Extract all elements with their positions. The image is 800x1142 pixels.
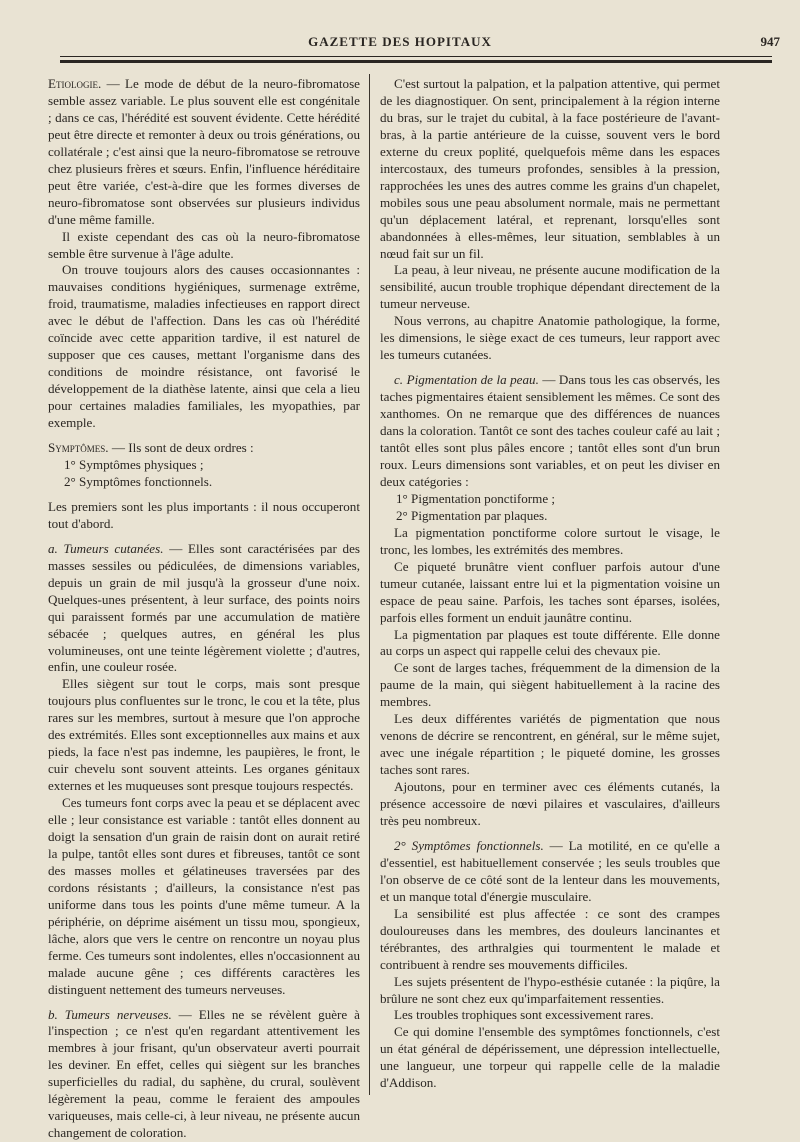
- page-number: 947: [760, 34, 780, 49]
- page-header: [0, 34, 800, 54]
- paragraph: On trouve toujours alors des causes occasionnantes : mauvaises conditions hygiéniques, surmenage extrême, froid, traumatisme, maladies infectieuses en rapport direct avec le début de l'affection. Dans les cas où l'hérédité coïncide avec cette apparition tardive, il est naturel de supposer que ces causes, mettant l'organisme dans des conditions de moindre résistance, ont favorisé le développement de la diathèse latente, ainsi que cela a lieu pour certaines maladies familiales, les myopathies, par exemple.: [48, 262, 360, 431]
- paragraph-symptomes-fonctionnels: [380, 838, 720, 906]
- paragraph-text: — Le mode de début de la neuro-fibromatose semble assez variable. Le plus souvent elle est congénitale ; dans ce cas, l'hérédité est souvent évidente. Cette hérédité peut être directe et remonter à deux ou trois générations, ou collatérale ; c'est ainsi que la neuro-fibromatose se retrouve chez plusieurs frères et sœurs. Enfin, l'influence héréditaire peut être variée, c'est-à-dire que les formes diverses de neuro-fibromatose sont observées sur plusieurs individus d'une même famille.: [48, 76, 360, 227]
- paragraph: Nous verrons, au chapitre Anatomie pathologique, la forme, les dimensions, le siège exact de ces tumeurs, leur rapport avec les tumeurs cutanées.: [380, 313, 720, 363]
- list-item: 2° Pigmentation par plaques.: [396, 507, 548, 523]
- paragraph: Ajoutons, pour en terminer avec ces éléments cutanés, la présence accessoire de nœvi pilaires et vasculaires, d'ailleurs très peu nombreux.: [380, 779, 720, 828]
- paragraph: Les troubles trophiques sont excessivement rares.: [394, 1007, 654, 1023]
- paragraph-text: — Elles sont caractérisées par des masses sessiles ou pédiculées, de dimensions variables, depuis un grain de mil jusqu'à la grosseur d'une noix. Quelques-unes présentent, à leur surface, des points noirs qui paraissent formés par une accumulation de matière sébacée ; quelques autres, en général les plus volumineuses, ont une teinte légèrement violette ; d'autres, enfin, une couleur rosée.: [48, 540, 360, 675]
- paragraph: Ce sont de larges taches, fréquemment de la dimension de la paume de la main, qui siègent habituellement à la racine des membres.: [380, 660, 720, 710]
- right-column: [380, 76, 720, 1092]
- header-rule-thick: [60, 60, 772, 63]
- paragraph: Les premiers sont les plus importants : il nous occuperont tout d'abord.: [48, 498, 360, 531]
- paragraph: La peau, à leur niveau, ne présente aucune modification de la sensibilité, aucun trouble trophique dépendant directement de la tumeur nerveuse.: [380, 262, 720, 312]
- paragraph-symptomes: [48, 440, 360, 457]
- paragraph-tumeurs-nerveuses: [48, 1007, 360, 1142]
- paragraph: C'est surtout la palpation, et la palpation attentive, qui permet de les diagnostiquer. On sent, principalement à la région interne du bras, sur le trajet du cubital, à la face postérieure de l'avant-bras, à la partie antérieure de la cuisse, souvent vers le bord externe du creux poplité, quelquefois même dans les espaces intercostaux, des tumeurs profondes, sensibles à la pression, rapprochées les unes des autres comme les grains d'un chapelet, mobiles sous une peau absolument normale, mais ne permettant qu'un déplacement latéral, et reprenant, lorsqu'elles sont abandonnées à elles-mêmes, leur situation, semblables à un nœud fait sur un fil.: [380, 76, 720, 261]
- paragraph-tumeurs-cutanees: [48, 541, 360, 677]
- list-item: 2° Symptômes fonctionnels.: [64, 473, 213, 489]
- paragraph-pigmentation: [380, 372, 720, 491]
- subsection-heading: a. Tumeurs cutanées.: [48, 540, 164, 556]
- list-item: 1° Symptômes physiques ;: [64, 456, 204, 472]
- paragraph: La pigmentation par plaques est toute différente. Elle donne au corps un aspect qui rappelle celui des chevaux pie.: [380, 626, 720, 659]
- header-rule-thin: [60, 56, 772, 57]
- paragraph: Ces tumeurs font corps avec la peau et se déplacent avec elle ; leur consistance est variable : tantôt elles donnent au doigt la sensation d'un grain de raisin dont on aurait retiré la pulpe, tantôt elles sont dures et fibreuses, tantôt ce sont des masses molles et gélatineuses traversées par des cordons résistants ; d'ailleurs, la consistance n'est pas uniforme dans tous les points d'une même tumeur. A la périphérie, on déprime aisément un tissu mou, spongieux, lâche, alors que vers le centre on rencontre un noyau plus ferme. Ces tumeurs sont indolentes, elles n'occasionnent au malade aucune gêne ; ces différents caractères les distinguent nettement des tumeurs nerveuses.: [48, 795, 360, 997]
- paragraph: Il existe cependant des cas où la neuro-fibromatose semble être survenue à l'âge adulte.: [48, 228, 360, 261]
- subsection-heading: c. Pigmentation de la peau.: [394, 372, 539, 388]
- paragraph: Les sujets présentent de l'hypo-esthésie cutanée : la piqûre, la brûlure ne sont chez eux qu'imparfaitement ressenties.: [380, 973, 720, 1006]
- list-item: 1° Pigmentation ponctiforme ;: [396, 490, 556, 506]
- subsection-heading: 2° Symptômes fonctionnels.: [394, 837, 544, 853]
- section-heading: Symptômes.: [48, 440, 109, 456]
- left-column: [48, 76, 360, 1142]
- paragraph: Ce piqueté brunâtre vient confluer parfois autour d'une tumeur cutanée, laissant entre lui et la pigmentation voisine un espace de peau saine. Parfois, les taches sont éparses, isolées, parfois elles forment un enduit jaunâtre continu.: [380, 558, 720, 625]
- subsection-heading: b. Tumeurs nerveuses.: [48, 1006, 172, 1022]
- paragraph-text: — Elles ne se révèlent guère à l'inspection ; ce n'est qu'en regardant attentivement les membres à jour frisant, qu'un observateur averti pourrait les deviner. En effet, celles qui siègent sur les branches superficielles du radial, du saphène, du crural, soulèvent légèrement la peau, comme le feraient des ampoules variqueuses, mais celle-ci, à leur niveau, ne présente aucun changement de coloration.: [48, 1006, 360, 1141]
- column-divider: [369, 74, 370, 1095]
- paragraph-text: — Ils sont de deux ordres :: [108, 440, 254, 456]
- paragraph: La sensibilité est plus affectée : ce sont des crampes douloureuses dans les membres, des douleurs lancinantes et térébrantes, des arthralgies qui tourmentent le malade et contribuent à rendre ses mouvements difficiles.: [380, 905, 720, 972]
- publication-title: GAZETTE DES HOPITAUX: [308, 34, 492, 49]
- paragraph-text: — Dans tous les cas observés, les taches pigmentaires étaient sensiblement les mêmes. Ce sont des xanthomes. On ne remarque que des différences de nuances dans la coloration. Tantôt ce sont des taches couleur café au lait ; tantôt elles sont plus pâles encore ; tantôt elles sont d'un brun roux. Leurs dimensions sont variables, et on peut les diviser en deux catégories :: [380, 372, 720, 489]
- paragraph: Elles siègent sur tout le corps, mais sont presque toujours plus confluentes sur le tronc, le cou et la tête, plus rares sur les membres, surtout à mesure que l'on approche des extrémités. Elles sont exceptionnelles aux mains et aux pieds, la face n'est pas indemne, les paupières, le front, le cuir chevelu sont souvent atteints. Les organes génitaux externes et les muqueuses sont presque toujours respectés.: [48, 676, 360, 794]
- paragraph-etiologie: [48, 76, 360, 229]
- section-heading: Etiologie.: [48, 76, 102, 91]
- paragraph: La pigmentation ponctiforme colore surtout le visage, le tronc, les lombes, les extrémités des membres.: [380, 524, 720, 557]
- paragraph: Les deux différentes variétés de pigmentation que nous venons de décrire se rencontrent, en général, sur le même sujet, avec une inégale répartition ; le piqueté domine, les grosses taches sont rares.: [380, 711, 720, 778]
- paragraph: Ce qui domine l'ensemble des symptômes fonctionnels, c'est un état général de dépérissement, une dépression intellectuelle, une langueur, une torpeur qui rappelle celle de la maladie d'Addison.: [380, 1024, 720, 1091]
- paragraph-text: — La motilité, en ce qu'elle a d'essentiel, est habituellement conservée ; les seuls troubles que l'on observe de ce côté sont de la lenteur dans les mouvements, et un manque total d'énergie musculaire.: [380, 837, 720, 904]
